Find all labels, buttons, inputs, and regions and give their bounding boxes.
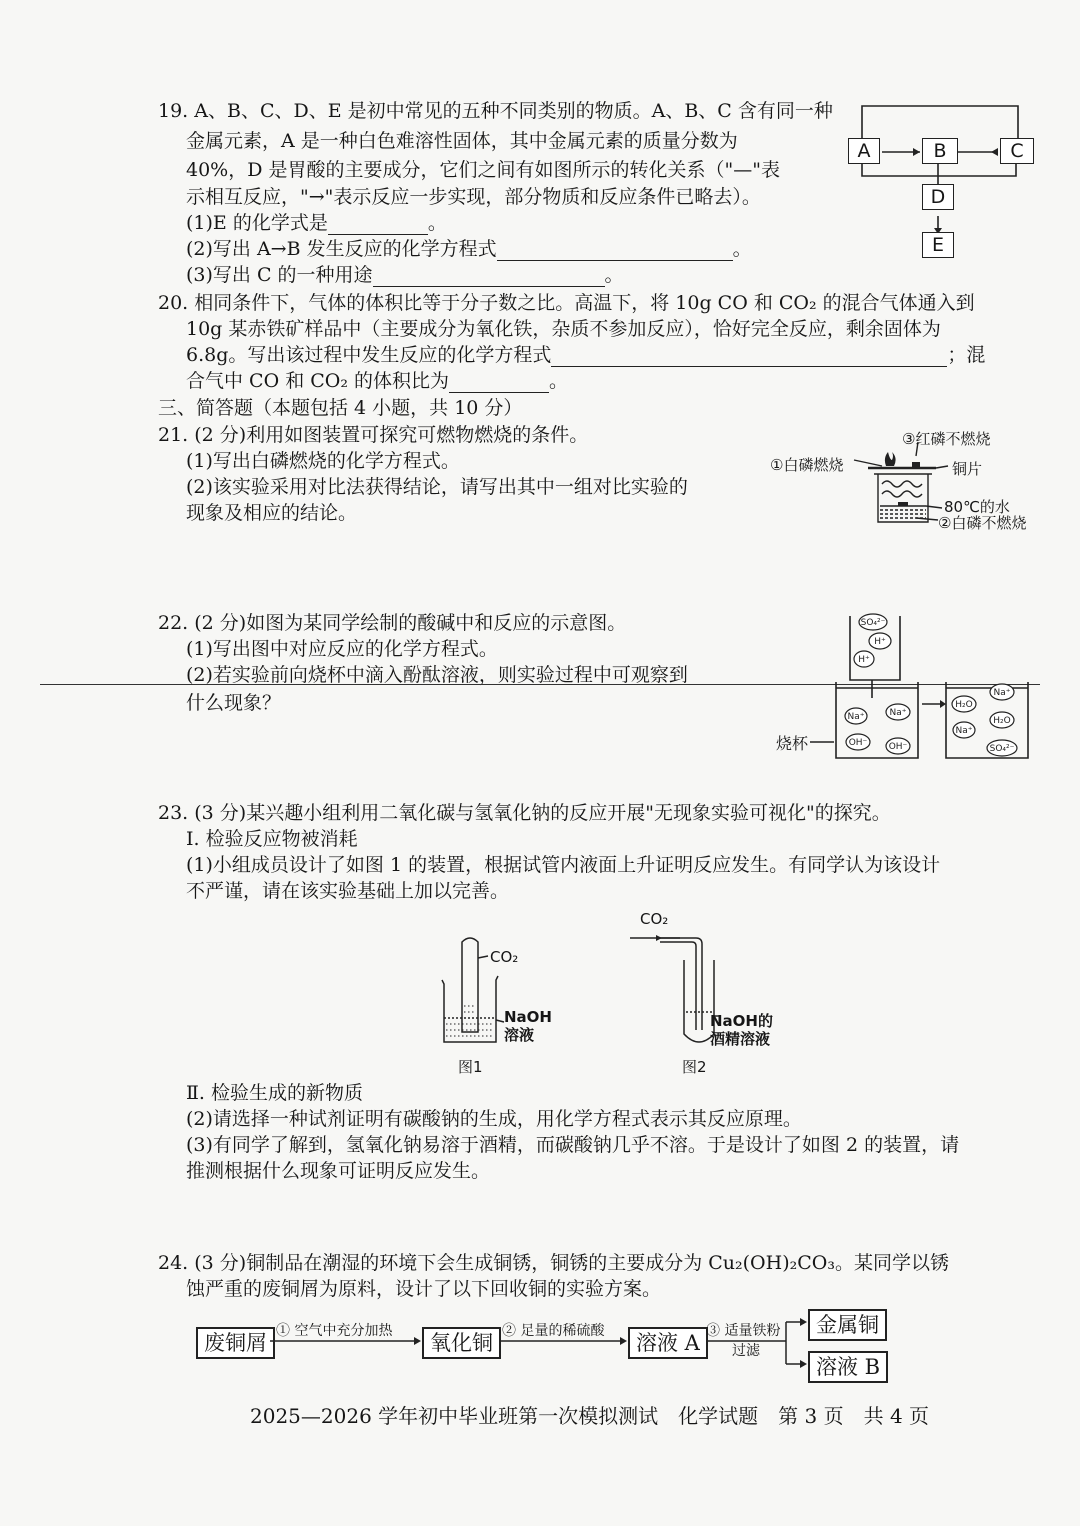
ion-oh-left2: OH⁻ — [888, 742, 908, 752]
node-d: D — [922, 184, 954, 210]
beaker-label: 烧杯 — [776, 734, 809, 753]
fig1-solution-label1: NaOH — [504, 1008, 552, 1026]
flow-step3-filter-label: 过滤 — [732, 1343, 760, 1359]
flow-step3-label: ③ 适量铁粉 — [706, 1323, 781, 1339]
q24-line2: 蚀严重的废铜屑为原料，设计了以下回收铜的实验方案。 — [186, 1278, 662, 1300]
flow-box-copper-oxide: 氧化铜 — [422, 1327, 501, 1359]
ion-na-right2: Na⁺ — [955, 726, 973, 736]
q21-line3: (2)该实验采用对比法获得结论，请写出其中一组对比实验的 — [186, 476, 688, 498]
flow-step2-label: ② 足量的稀硫酸 — [502, 1323, 605, 1339]
q19-sub2: (2)写出 A→B 发生反应的化学方程式 。 — [186, 238, 752, 260]
q22-line2: (1)写出图中对应反应的化学方程式。 — [186, 638, 498, 660]
fig1-caption: 图1 — [458, 1058, 483, 1076]
white-phosphorus-underwater-label: ②白磷不燃烧 — [938, 514, 1027, 532]
q23-line4: 不严谨，请在该实验基础上加以完善。 — [186, 880, 510, 902]
fig1-solution-label2: 溶液 — [504, 1026, 535, 1044]
q20-line4: 合气中 CO 和 CO₂ 的体积比为 。 — [186, 370, 569, 392]
flow-box-waste-copper: 废铜屑 — [196, 1327, 275, 1359]
flow-step1-label: ① 空气中充分加热 — [276, 1323, 393, 1339]
fig1-gas-label: CO₂ — [490, 948, 519, 966]
flow-box-metal-copper: 金属铜 — [808, 1309, 887, 1341]
q19-line2: 金属元素，A 是一种白色难溶性固体，其中金属元素的质量分数为 — [186, 130, 738, 152]
ion-na-left2: Na⁺ — [889, 708, 907, 718]
q23-line3: (1)小组成员设计了如图 1 的装置，根据试管内液面上升证明反应发生。有同学认为该设计 — [186, 854, 941, 876]
white-phosphorus-burn-label: ①白磷燃烧 — [770, 456, 844, 474]
ion-na-left1: Na⁺ — [847, 712, 865, 722]
q21-line4: 现象及相应的结论。 — [186, 502, 358, 524]
red-phosphorus-label: ③红磷不燃烧 — [902, 430, 991, 448]
q23-line7: (3)有同学了解到，氢氧化钠易溶于酒精，而碳酸钠几乎不溶。于是设计了如图 2 的装置，请 — [186, 1134, 960, 1156]
q21-line2: (1)写出白磷燃烧的化学方程式。 — [186, 450, 460, 472]
q23-line1: 23. (3 分)某兴趣小组利用二氧化碳与氢氧化钠的反应开展"无现象实验可视化"的探究。 — [158, 802, 891, 824]
q19-sub3: (3)写出 C 的一种用途 。 — [186, 264, 624, 286]
hot-water-label: 80℃的水 — [944, 498, 1010, 516]
page-footer: 2025—2026 学年初中毕业班第一次模拟测试 化学试题 第 3 页 共 4 页 — [250, 1404, 930, 1428]
q19-line1: 19. A、B、C、D、E 是初中常见的五种不同类别的物质。A、B、C 含有同一种 — [158, 100, 833, 122]
q20-line2: 10g 某赤铁矿样品中（主要成分为氧化铁，杂质不参加反应），恰好完全反应，剩余固体为 — [186, 318, 941, 340]
flow-box-solution-b: 溶液 B — [808, 1351, 888, 1383]
ion-h-top1: H⁺ — [874, 637, 886, 647]
fig2-gas-label: CO₂ — [640, 910, 669, 928]
mol-h2o-right2: H₂O — [993, 716, 1011, 726]
copper-sheet-label: 铜片 — [952, 460, 983, 478]
q19-line3: 40%，D 是胃酸的主要成分，它们之间有如图所示的转化关系（"—"表 — [186, 159, 780, 181]
q24-line1: 24. (3 分)铜制品在潮湿的环境下会生成铜锈，铜锈的主要成分为 Cu₂(OH)₂CO₃。某同学以锈 — [158, 1252, 949, 1274]
q22-line3: (2)若实验前向烧杯中滴入酚酞溶液，则实验过程中可观察到 — [186, 664, 688, 686]
node-c: C — [1000, 138, 1034, 164]
mol-h2o-right1: H₂O — [955, 700, 973, 710]
q20-line1: 20. 相同条件下，气体的体积比等于分子数之比。高温下，将 10g CO 和 CO₂ 的混合气体通入到 — [158, 292, 975, 314]
ion-h-top2: H⁺ — [858, 655, 870, 665]
fig2-solution-label1: NaOH的 — [710, 1012, 773, 1030]
fig2-caption: 图2 — [682, 1058, 707, 1076]
flow-box-solution-a: 溶液 A — [628, 1327, 708, 1359]
q23-line6: (2)请选择一种试剂证明有碳酸钠的生成，用化学方程式表示其反应原理。 — [186, 1108, 802, 1130]
q20-line3: 6.8g。写出该过程中发生反应的化学方程式 ；混 — [186, 344, 986, 366]
ion-oh-left1: OH⁻ — [848, 738, 868, 748]
fig2-solution-label2: 酒精溶液 — [710, 1030, 771, 1048]
q23-part1-heading: Ⅰ. 检验反应物被消耗 — [186, 828, 358, 850]
q19-line4: 示相互反应，"→"表示反应一步实现，部分物质和反应条件已略去）。 — [186, 186, 761, 208]
q22-line1: 22. (2 分)如图为某同学绘制的酸碱中和反应的示意图。 — [158, 612, 627, 634]
q22-line4: 什么现象？ — [186, 692, 282, 714]
ion-na-right1: Na⁺ — [993, 688, 1011, 698]
q23-part2-heading: Ⅱ. 检验生成的新物质 — [186, 1082, 363, 1104]
ion-so4-right: SO₄²⁻ — [989, 744, 1015, 754]
q21-line1: 21. (2 分)利用如图装置可探究可燃物燃烧的条件。 — [158, 424, 589, 446]
q19-sub1: (1)E 的化学式是 。 — [186, 212, 447, 234]
node-e: E — [922, 232, 954, 258]
node-b: B — [922, 138, 958, 164]
q23-line8: 推测根据什么现象可证明反应发生。 — [186, 1160, 491, 1182]
node-a: A — [848, 138, 880, 164]
section-heading: 三、简答题（本题包括 4 小题，共 10 分） — [158, 397, 523, 419]
ion-so4-top: SO₄²⁻ — [860, 618, 886, 628]
